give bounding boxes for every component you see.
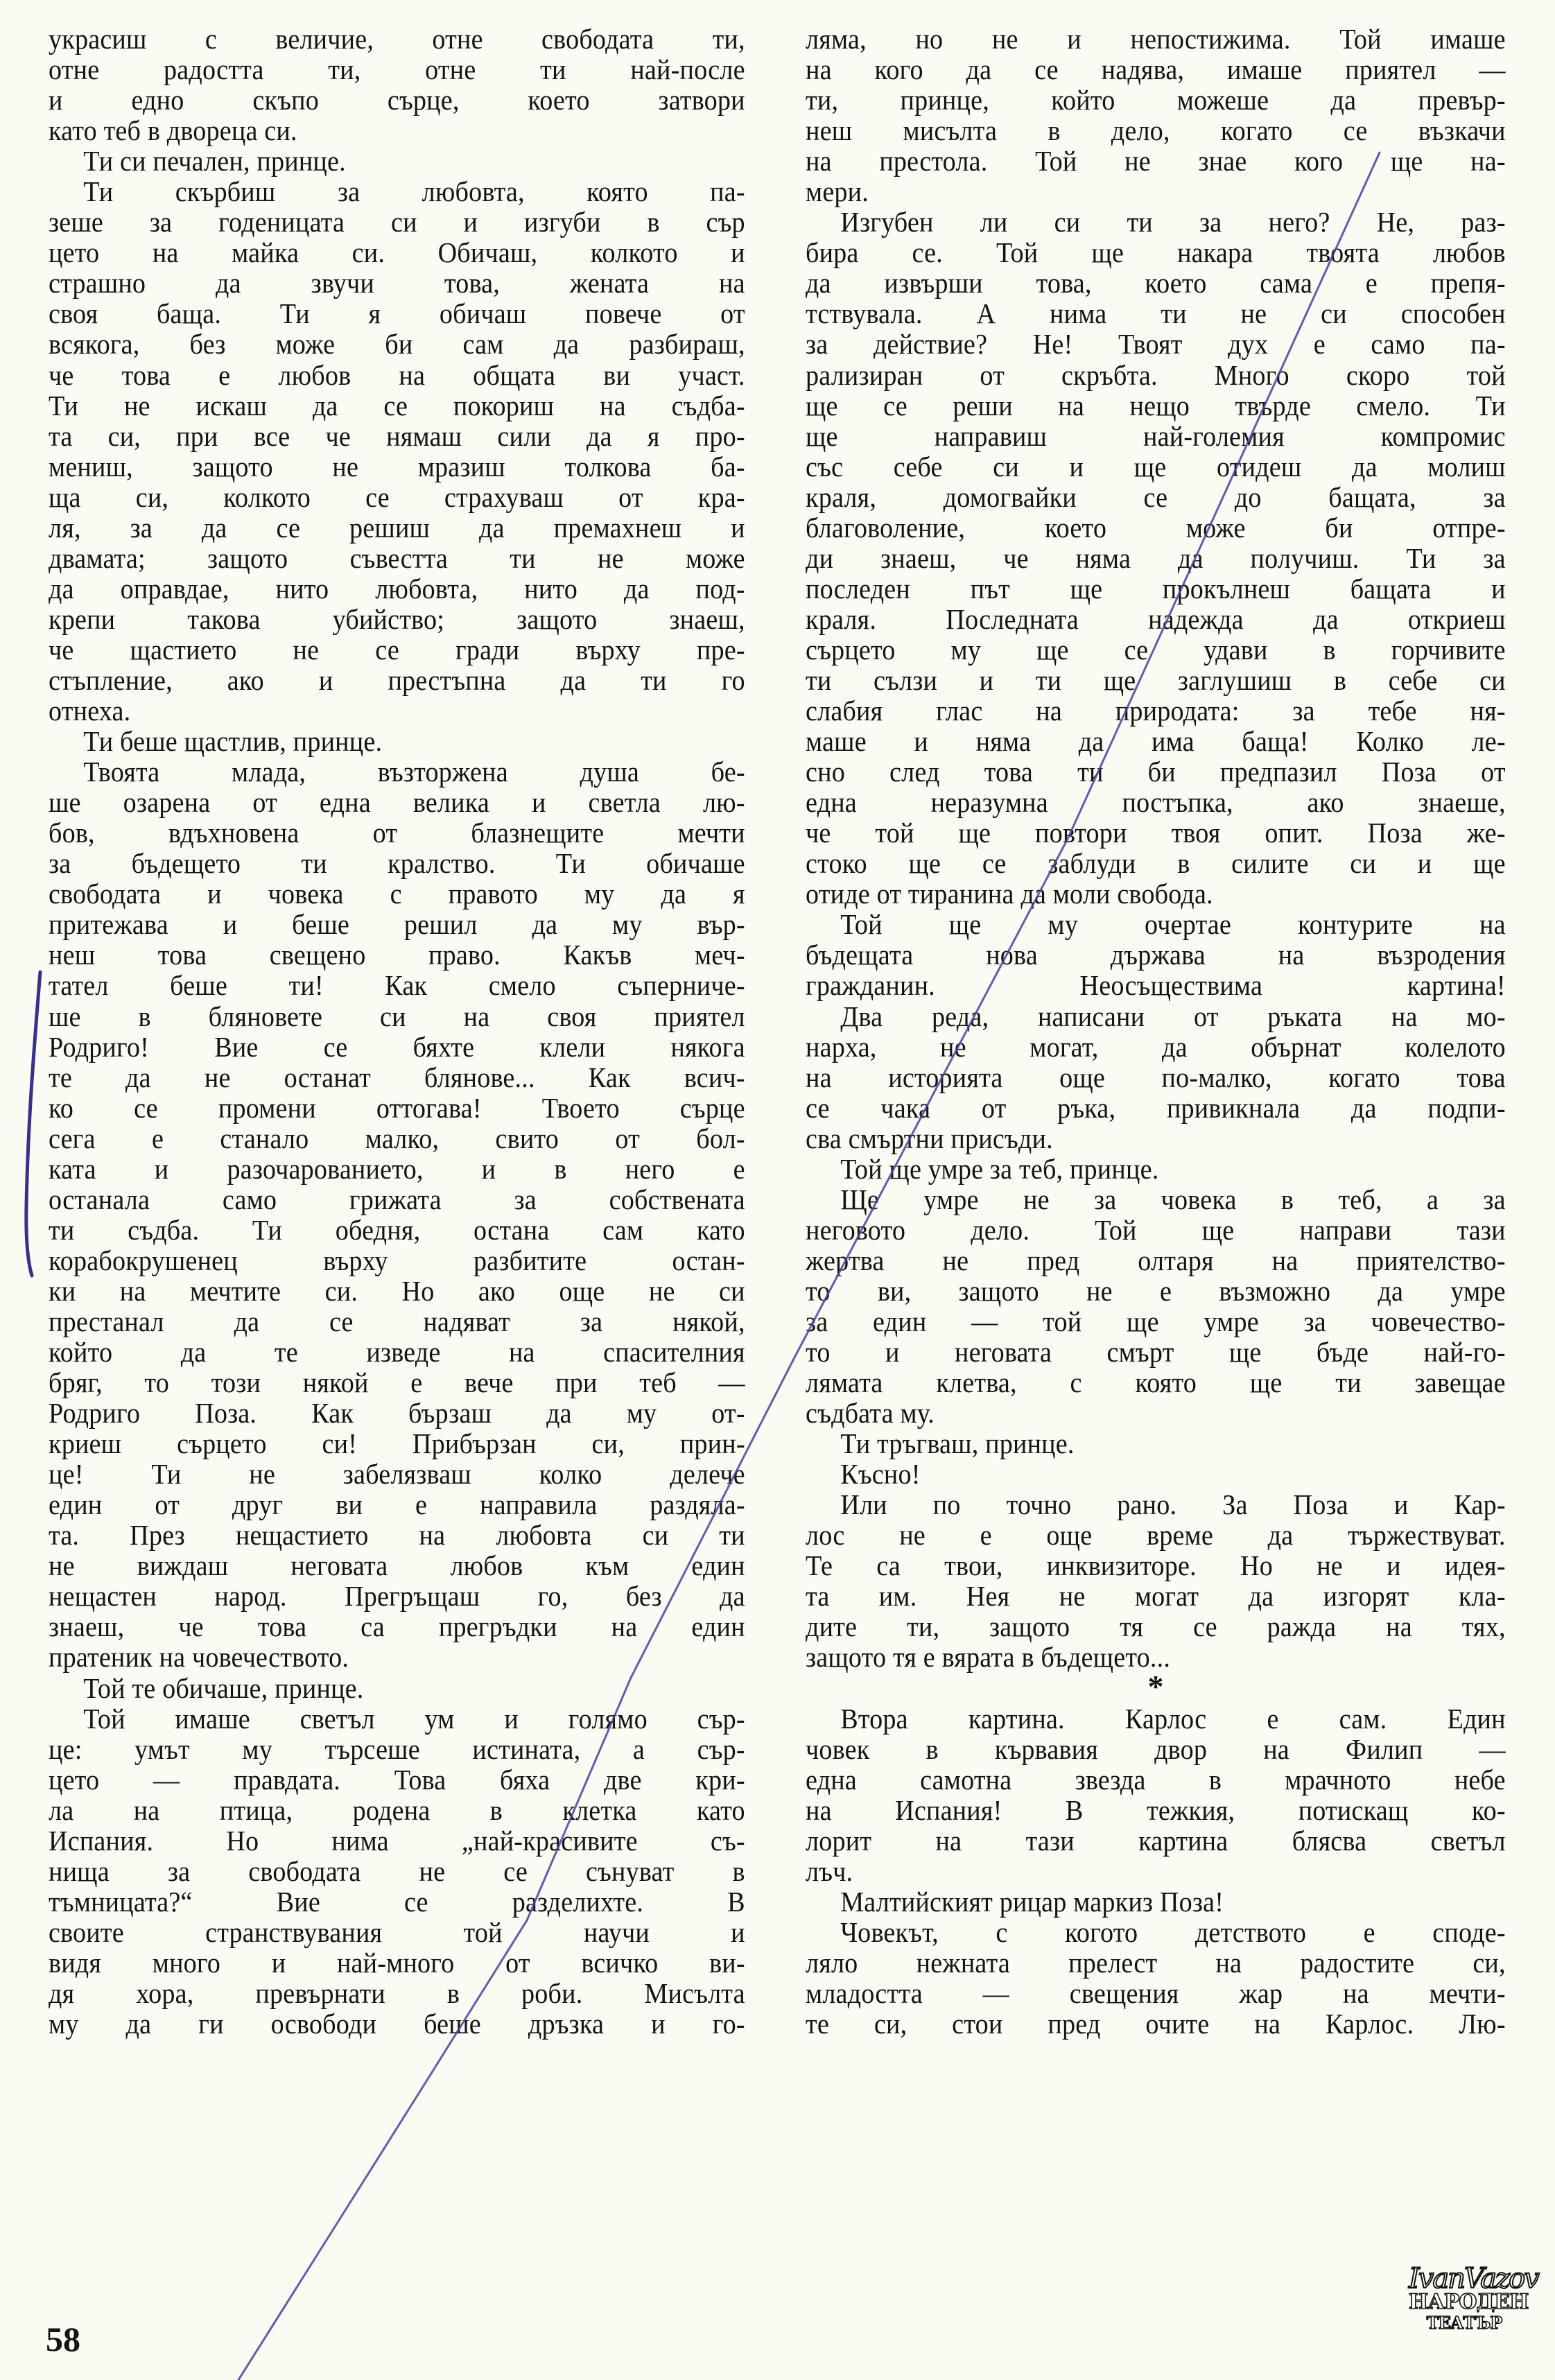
text-line: Ти тръгваш, принце. (840, 1427, 1075, 1460)
text-line: Два реда, написани от ръката на мо- (840, 1000, 1506, 1032)
text-line: ще направиш най-големия компромис (806, 419, 1506, 452)
text-line: последен път ще прокълнеш бащата и (806, 572, 1506, 605)
text-line: неш това свещено право. Какъв меч- (49, 939, 745, 971)
text-line: цето — правдата. Това бяха две кри- (49, 1763, 745, 1796)
text-line: лос не е още време да тържествуват. (806, 1519, 1506, 1552)
text-line: бъдещата нова държава на възродения (806, 939, 1506, 971)
text-line: за действие? Не! Твоят дух е само па- (806, 328, 1506, 361)
logo-line-1: НАРОДЕН (1409, 2290, 1529, 2314)
text-line: на престола. Той не знае кого ще на- (806, 145, 1506, 177)
text-line: ти съдба. Ти обедня, остана сам като (49, 1213, 745, 1246)
text-line: че това е любов на общата ви участ. (49, 358, 745, 391)
text-line: рализиран от скръбта. Много скоро той (806, 358, 1506, 391)
text-line: на историята още по-малко, когато това (806, 1061, 1506, 1093)
text-line: Твоята млада, възторжена душа бе- (83, 756, 745, 788)
text-line: видя много и най-много от всичко ви- (49, 1946, 745, 1979)
text-line: зеше за годеницата си и изгуби в сър (49, 206, 745, 238)
text-line: це: умът му търсеше истината, а сър- (49, 1732, 745, 1765)
text-line: отнеха. (49, 695, 131, 727)
text-line: дите ти, защото тя се ражда на тях, (806, 1610, 1506, 1643)
text-line: че щастието не се гради върху пре- (49, 633, 745, 666)
text-line: Ти скърбиш за любовта, която па- (83, 175, 745, 208)
text-line: лорит на тази картина блясва светъл (806, 1824, 1506, 1857)
text-line: ще се реши на нещо твърде смело. Ти (806, 389, 1506, 422)
text-line: със себе си и ще отидеш да молиш (806, 450, 1506, 483)
text-line: Ти си печален, принце. (83, 145, 346, 177)
text-line: неговото дело. Той ще направи тази (806, 1213, 1506, 1246)
text-line: Той ще умре за теб, принце. (840, 1152, 1159, 1185)
text-line: нещастен народ. Прегръщаш го, без да (49, 1580, 745, 1613)
text-line: то ви, защото не е възможно да умре (806, 1274, 1506, 1307)
text-line: сега е станало малко, свито от бол- (49, 1122, 745, 1154)
text-line: лъч. (806, 1855, 853, 1887)
text-line: не виждаш неговата любов към един (49, 1549, 745, 1582)
text-line: мениш, защото не мразиш толкова ба- (49, 450, 745, 483)
text-line: за един — той ще умре за човечество- (806, 1305, 1506, 1337)
text-line: един от друг ви е направила раздяла- (49, 1488, 745, 1521)
text-line: ляма, но не и непостижима. Той имаше (806, 23, 1506, 55)
margin-bracket-mark (26, 972, 40, 1276)
text-line: Те са твои, инквизиторе. Но не и идея- (806, 1549, 1506, 1582)
text-line: Втора картина. Карлос е сам. Един (840, 1702, 1506, 1735)
text-line: младостта — свещения жар на мечти- (806, 1977, 1506, 2009)
text-line: ки на мечтите си. Но ако още не си (49, 1274, 745, 1307)
text-line: ляло нежната прелест на радостите си, (806, 1946, 1506, 1979)
text-line: дя хора, превърнати в роби. Мисълта (49, 1977, 745, 2009)
text-line: притежава и беше решил да му вър- (49, 908, 745, 941)
text-line: ше озарена от една велика и светла лю- (49, 786, 745, 819)
text-line: Ти беше щастлив, принце. (83, 725, 383, 758)
text-line: мери. (806, 175, 869, 208)
text-line: ти, принце, който можеше да превър- (806, 84, 1506, 116)
text-line: сва смъртни присъди. (806, 1122, 1053, 1154)
text-line: пратеник на човечеството. (49, 1641, 349, 1674)
text-line: сърцето му ще се удави в горчивите (806, 633, 1506, 666)
text-line: бряг, то този някой е вече при теб — (49, 1366, 745, 1399)
text-line: човек в кървавия двор на Филип — (806, 1732, 1506, 1765)
text-column-left (49, 24, 745, 2039)
text-line: своите странствувания той научи и (49, 1916, 745, 1948)
text-line: Родриго! Вие се бяхте клели някога (49, 1030, 745, 1063)
logo-line-2: ТЕАТЪР (1426, 2313, 1502, 2333)
text-line: Ще умре не за човека в теб, а за (840, 1183, 1506, 1215)
text-line: като теб в двореца си. (49, 114, 297, 147)
text-line: це! Ти не забелязваш колко делече (49, 1458, 745, 1491)
text-line: та си, при все че нямаш сили да я про- (49, 419, 745, 452)
text-line: Човекът, с когото детството е споде- (840, 1916, 1506, 1948)
national-theatre-logo (1409, 2263, 1538, 2334)
text-line: неш мисълта в дело, когато се възкачи (806, 114, 1506, 147)
text-line: Испания. Но нима „най-красивите съ- (49, 1824, 745, 1857)
text-line: за бъдещето ти кралство. Ти обичаше (49, 847, 745, 880)
text-line: та им. Нея не могат да изгорят кла- (806, 1580, 1506, 1613)
text-line: се чака от ръка, привикнала да подпи- (806, 1091, 1506, 1124)
text-line: съдбата му. (806, 1397, 935, 1430)
text-line: краля, домогвайки се до бащата, за (806, 480, 1506, 513)
text-line: на Испания! В тежкия, потискащ ко- (806, 1793, 1506, 1826)
text-line: че той ще повтори твоя опит. Поза же- (806, 817, 1506, 849)
text-line: една самотна звезда в мрачното небе (806, 1763, 1506, 1796)
text-line: двамата; защото съвестта ти не може (49, 541, 745, 574)
text-line: да оправдае, нито любовта, нито да под- (49, 572, 745, 605)
text-line: който да те изведе на спасителния (49, 1336, 745, 1369)
text-line: тъмницата?“ Вие се разделихте. В (49, 1885, 745, 1918)
text-line: те си, стои пред очите на Карлос. Лю- (806, 2008, 1506, 2040)
text-line: ля, за да се решиш да премахнеш и (49, 511, 745, 544)
text-line: жертва не пред олтаря на приятелство- (806, 1244, 1506, 1276)
text-line: Родриго Поза. Как бързаш да му от- (49, 1397, 745, 1430)
text-line: Той ще му очертае контурите на (840, 908, 1506, 941)
text-line: краля. Последната надежда да откриеш (806, 602, 1506, 635)
text-line: маше и няма да има баща! Колко ле- (806, 725, 1506, 758)
text-line: Или по точно рано. За Поза и Кар- (840, 1488, 1506, 1521)
text-line: нища за свободата не се сънуват в (49, 1855, 745, 1887)
text-line: слабия глас на природата: за тебе ня- (806, 695, 1506, 727)
text-line: ща си, колкото се страхуваш от кра- (49, 480, 745, 513)
text-line: ко се промени оттогава! Твоето сърце (49, 1091, 745, 1124)
text-line: Изгубен ли си ти за него? Не, раз- (840, 206, 1506, 238)
text-line: Късно! (840, 1458, 921, 1491)
text-line: ката и разочарованието, и в него е (49, 1152, 745, 1185)
text-line: крепи такова убийство; защото знаеш, (49, 602, 745, 635)
text-line: та. През нещастието на любовта си ти (49, 1519, 745, 1552)
text-line: знаеш, че това са прегръдки на един (49, 1610, 745, 1643)
text-line: бира се. Той ще накара твоята любов (806, 236, 1506, 269)
text-line: своя баща. Ти я обичаш повече от (49, 297, 745, 330)
text-line: лямата клетва, с която ще ти завещае (806, 1366, 1506, 1399)
text-line: една неразумна постъпка, ако знаеше, (806, 786, 1506, 819)
text-column-right (806, 24, 1506, 2039)
text-line: Ти не искаш да се покориш на съдба- (49, 389, 745, 422)
text-line: то и неговата смърт ще бъде най-го- (806, 1336, 1506, 1369)
text-line: корабокрушенец върху разбитите остан- (49, 1244, 745, 1276)
text-line: тствувала. А нима ти не си способен (806, 297, 1506, 330)
text-line: отне радостта ти, отне ти най-после (49, 53, 745, 86)
section-separator: * (1147, 1668, 1164, 1704)
text-line: криеш сърцето си! Прибързан си, прин- (49, 1427, 745, 1460)
text-line: на кого да се надява, имаше приятел — (806, 53, 1506, 86)
text-line: ла на птица, родена в клетка като (49, 1793, 745, 1826)
text-line: цето на майка си. Обичаш, колкото и (49, 236, 745, 269)
logo-script-signature: IvanVazov (1409, 2263, 1538, 2295)
text-line: свободата и човека с правото му да я (49, 878, 745, 910)
text-line: ди знаеш, че няма да получиш. Ти за (806, 541, 1506, 574)
text-line: и едно скъпо сърце, което затвори (49, 84, 745, 116)
text-line: украсиш с величие, отне свободата ти, (49, 23, 745, 55)
text-line: да извърши това, което сама е препя- (806, 267, 1506, 299)
text-line: благоволение, което може би отпре- (806, 511, 1506, 544)
text-line: престанал да се надяват за някой, (49, 1305, 745, 1337)
text-line: страшно да звучи това, жената на (49, 267, 745, 299)
text-line: защото тя е вярата в бъдещето... (806, 1641, 1171, 1674)
text-line: Малтийският рицар маркиз Поза! (840, 1885, 1224, 1918)
text-line: бов, вдъхновена от блазнещите мечти (49, 817, 745, 849)
text-line: всякога, без може би сам да разбираш, (49, 328, 745, 361)
text-line: нарха, не могат, да обърнат колелото (806, 1030, 1506, 1063)
text-line: стоко ще се заблуди в силите си и ще (806, 847, 1506, 880)
text-line: Той те обичаше, принце. (83, 1671, 364, 1704)
text-line: отиде от тиранина да моли свобода. (806, 878, 1213, 910)
text-line: му да ги освободи беше дръзка и го- (49, 2008, 745, 2040)
text-line: те да не останат блянове... Как всич- (49, 1061, 745, 1093)
text-line: ше в бляновете си на своя приятел (49, 1000, 745, 1032)
text-line: Той имаше светъл ум и голямо сър- (83, 1702, 745, 1735)
text-line: останала само грижата за собствената (49, 1183, 745, 1215)
page-number: 58 (46, 2320, 80, 2359)
text-line: тател беше ти! Как смело съперниче- (49, 969, 745, 1002)
text-line: гражданин. Неосъществима картина! (806, 969, 1506, 1002)
text-line: стъпление, ако и престъпна да ти го (49, 663, 745, 696)
text-line: ти сълзи и ти ще заглушиш в себе си (806, 663, 1506, 696)
text-line: сно след това ти би предпазил Поза от (806, 756, 1506, 788)
